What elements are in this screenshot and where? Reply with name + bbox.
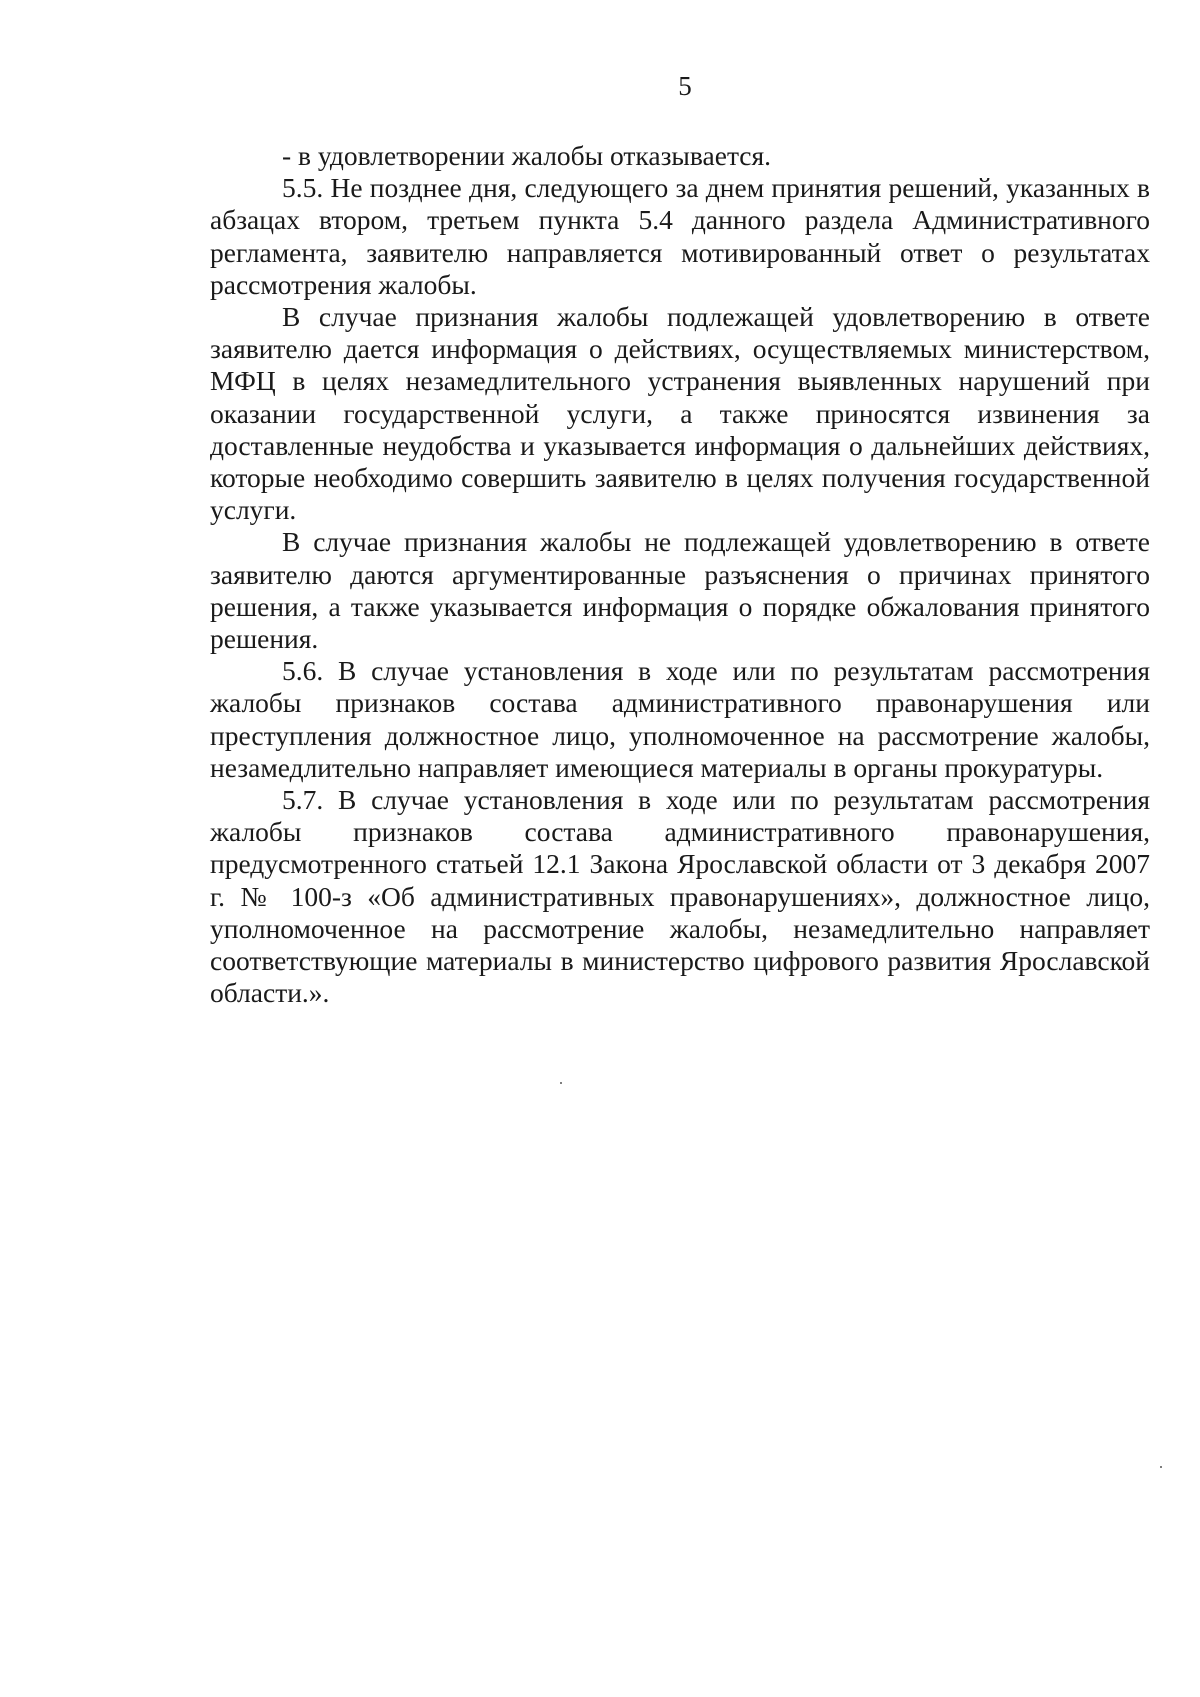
scan-artifact	[1160, 1466, 1162, 1468]
paragraph-5-5: 5.5. Не позднее дня, следующего за днем принятия решений, указанных в абзацах втором, третьем пункта 5.4 данного раздела Административного регламента, заявителю направляется мотивированный ответ о результатах рассмотрения жалобы.	[210, 172, 1150, 300]
paragraph-rejected-complaint: В случае признания жалобы не подлежащей удовлетворению в ответе заявителю даются аргументированные разъяснения о причинах принятого решения, а также указывается информация о порядке обжалования принятого решения.	[210, 526, 1150, 655]
scan-artifact	[560, 1082, 562, 1084]
paragraph-5-7: 5.7. В случае установления в ходе или по результатам рассмотрения жалобы признаков состава административного правонарушения, предусмотренного статьей 12.1 Закона Ярославской области от 3 декабря 2007 г. № 100-з «Об административных правонарушениях», должностное лицо, уполномоченное на рассмотрение жалобы, незамедлительно направляет соответствующие материалы в министерство цифрового развития Ярославской области.».	[210, 784, 1150, 1009]
document-body	[210, 140, 1150, 1009]
paragraph-5-6: 5.6. В случае установления в ходе или по результатам рассмотрения жалобы признаков состава административного правонарушения или преступления должностное лицо, уполномоченное на рассмотрение жалобы, незамедлительно направляет имеющиеся материалы в органы прокуратуры.	[210, 655, 1150, 783]
page-number: 5	[678, 71, 692, 101]
paragraph-refusal: - в удовлетворении жалобы отказывается.	[282, 140, 772, 171]
paragraph-satisfied-complaint: В случае признания жалобы подлежащей удовлетворению в ответе заявителю дается информация о действиях, осуществляемых министерством, МФЦ в целях незамедлительного устранения выявленных нарушений при оказании государственной услуги, а также приносятся извинения за доставленные неудобства и указывается информация о дальнейших действиях, которые необходимо совершить заявителю в целях получения государственной услуги.	[210, 301, 1150, 526]
